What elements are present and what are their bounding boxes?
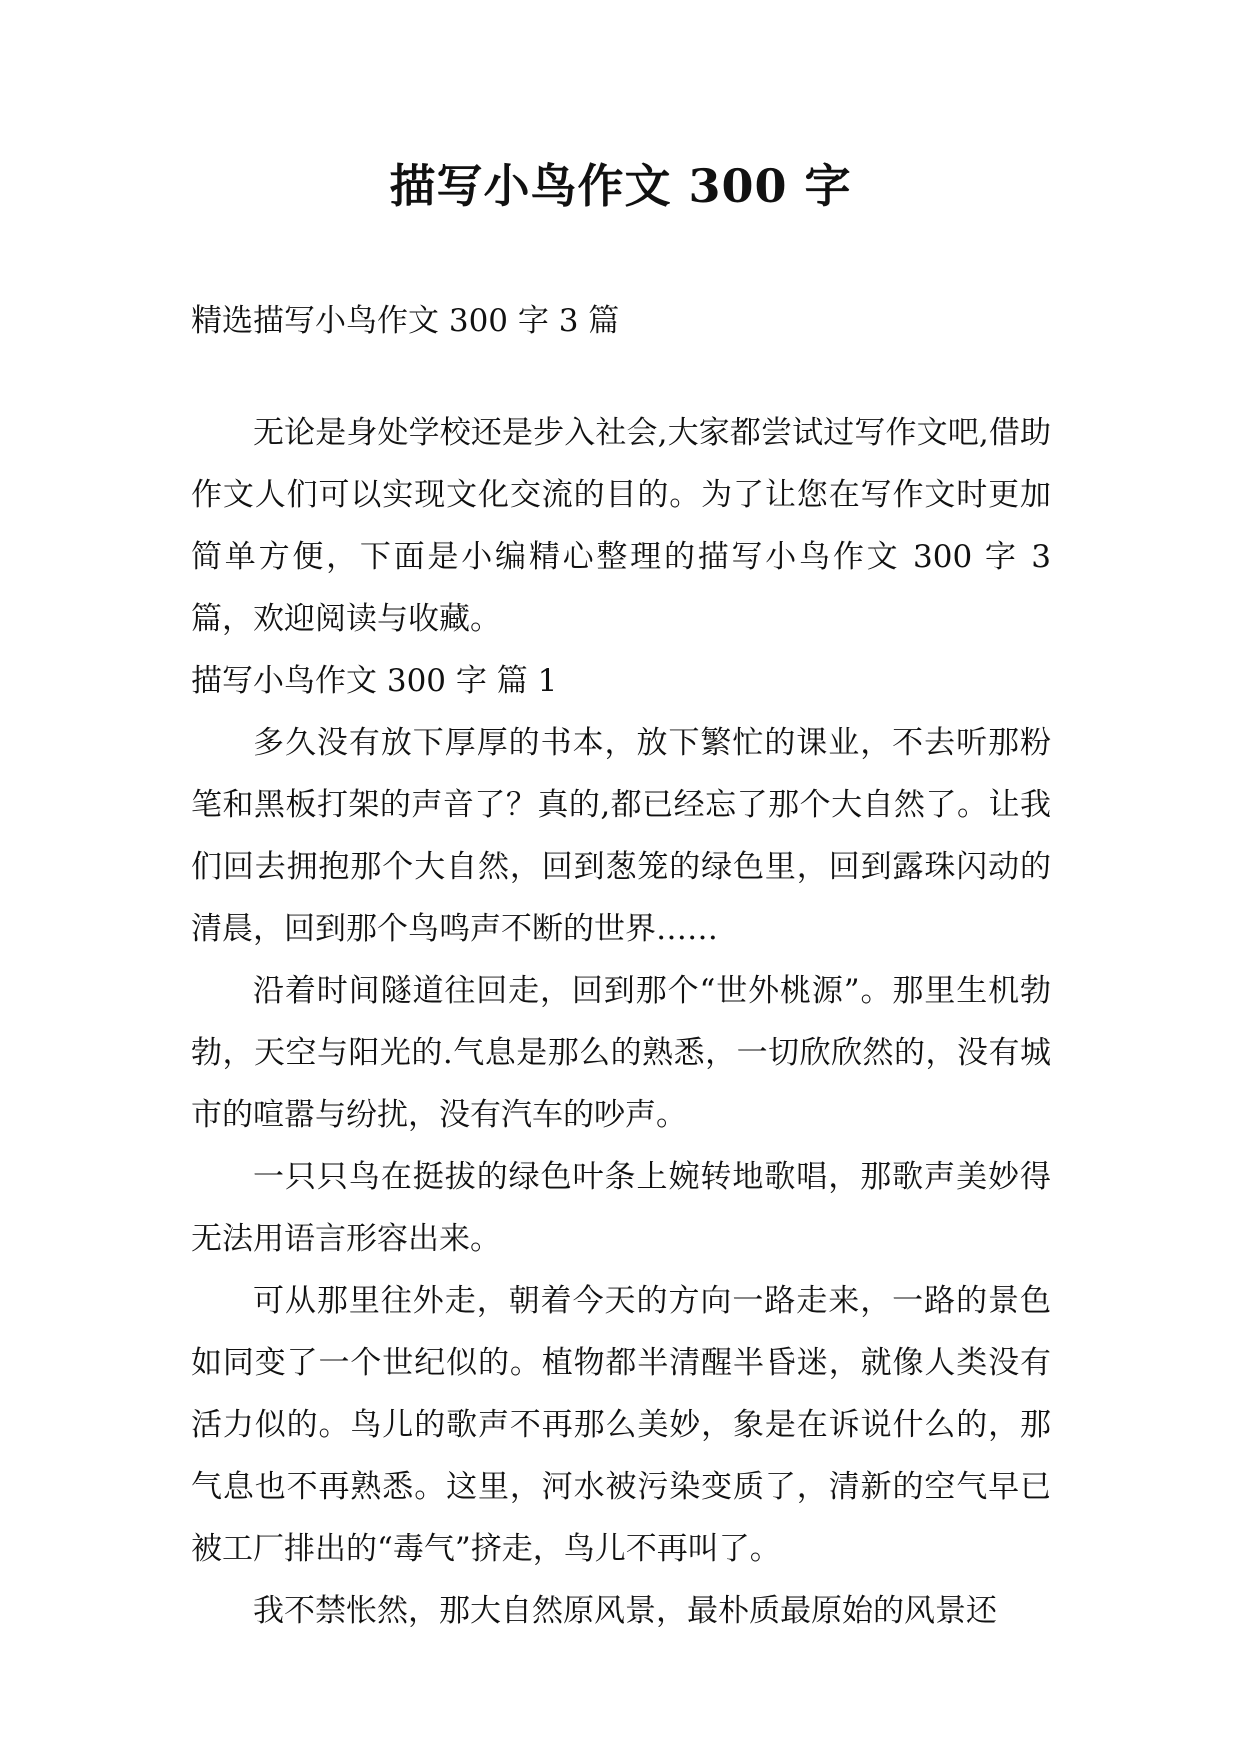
intro-paragraph: 无论是身处学校还是步入社会,大家都尝试过写作文吧,借助作文人们可以实现文化交流的目的。为了让您在写作文时更加简单方便，下面是小编精心整理的描写小鸟作文 300 字 3 篇，欢迎阅读与收藏。 — [191, 415, 1051, 637]
body-paragraph-2: 沿着时间隧道往回走，回到那个“世外桃源”。那里生机勃勃，天空与阳光的.气息是那么的熟悉，一切欣欣然的，没有城市的喧嚣与纷扰，没有汽车的吵声。 — [191, 973, 1051, 1133]
body-paragraph-4: 可从那里往外走，朝着今天的方向一路走来，一路的景色如同变了一个世纪似的。植物都半清醒半昏迷，就像人类没有活力似的。鸟儿的歌声不再那么美妙，象是在诉说什么的，那气息也不再熟悉。这里，河水被污染变质了，清新的空气早已被工厂排出的“毒气”挤走，鸟儿不再叫了。 — [191, 1283, 1051, 1567]
document-title: 描写小鸟作文 300 字 — [389, 159, 852, 213]
section-heading: 描写小鸟作文 300 字 篇 1 — [191, 663, 558, 699]
document-subtitle: 精选描写小鸟作文 300 字 3 篇 — [191, 303, 620, 339]
body-paragraph-5: 我不禁怅然，那大自然原风景，最朴质最原始的风景还 — [253, 1593, 997, 1629]
document-body — [191, 402, 1051, 1642]
body-paragraph-3: 一只只鸟在挺拔的绿色叶条上婉转地歌唱，那歌声美妙得无法用语言形容出来。 — [191, 1159, 1051, 1257]
body-paragraph-1: 多久没有放下厚厚的书本，放下繁忙的课业，不去听那粉笔和黑板打架的声音了？真的,都已经忘了那个大自然了。让我们回去拥抱那个大自然，回到葱笼的绿色里，回到露珠闪动的清晨，回到那个鸟鸣声不断的世界…… — [191, 725, 1051, 947]
